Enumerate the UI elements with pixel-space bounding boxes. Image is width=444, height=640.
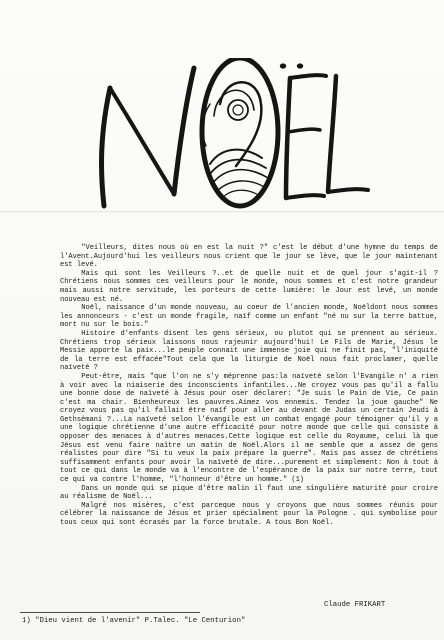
paragraph: Malgré nos misères, c'est parceque nous y croyons que nous sommes réunis pour célébrer la naissance de Jésus et prier spécialment pour la Pologne . qui symbolise pour tous ceux qui sont écrasés par la force brutale. A tous Bon Noël.	[60, 501, 438, 527]
footnote-separator	[20, 612, 200, 613]
footnote: 1) "Dieu vient de l'avenir" P.Talec. "Le Centurion"	[22, 617, 246, 625]
paragraph: Mais qui sont les Veilleurs ?..et de quelle nuit et de quel jour s'agit-il ? Chrétiens nous sommes ces veilleurs pour le monde, nous sommes et c'est notre grandeur mais aussi notre servitude, les porteurs de cette lumière: le Jour est levé, un monde nouveau est né.	[60, 269, 438, 304]
paragraph: Peut-être, mais "que l'on ne s'y méprenne pas:la naïveté selon l'Evangile n' a rien à voir avec la niaiserie des inconscients infantiles...Ne croyez vous pas qu'il a fallu une bonne dose de naïveté à Jésus pour oser déclarer: "Je suis le Pain de Vie, Ce pain c'est ma chair. Bienheureux les pauvres.Aimez vos ennemis. Tendez la joue gauche" Ne croyez vous pas qu'il fallait être naïf pour aller au devant de Judas un certain Jeudi à Gethsémani ?...La naïveté selon l'évangile est un combat engagé pour témoigner qu'il y a une logique chrétienne d'une autre efficacité pour notre monde que celle qui consiste à opposer des menaces à d'autres menaces.Cette logique est celle du Royaume, celui là que Jésus est venu faire naître un matin de Noël.Alors il me semble que a assez de gens réalistes pour dire "Si tu veux la paix prépare la guerre". Mais pas assez de chrétiens suffisamment enfants pour avoir la naïveté de dire...purement et simplement: Non à tout à tout ce qui dans le monde va à l'encontre de l'espérance de la paix sur notre terre, tout ce qui va contre l'homme, "l'honneur d'être un homme." (1)	[60, 372, 438, 485]
paragraph: "Veilleurs, dites nous où en est la nuit ?" c'est le début d'une hymne du temps de l'Avent.Aujourd'hui les veilleurs nous crient que le jour se lève, que le jour maintenant est levé.	[60, 244, 438, 270]
title-letter-e	[286, 75, 326, 198]
title-noel-artwork	[90, 58, 374, 218]
author-signature: Claude FRIKART	[324, 601, 386, 609]
title-letter-l	[328, 76, 368, 192]
title-letter-n	[102, 68, 194, 206]
title-diaeresis	[280, 63, 303, 68]
paragraph: Histoire d'enfants disent les gens sérieux, ou plutot qui se prennent au sérieux. Chrétiens trop sérieux laissons nous rajeunir aujourd'hui! Le Fils de Marie, Jésus le Messie apporte la paix...le peuple connait une immense joie qui ne finit pas, "l'iniquité de la terre est effacée"Tout cela que la liturgie de Noël nous fait proclamer, quelle naïveté ?	[60, 329, 438, 373]
article-body	[60, 244, 438, 528]
paragraph: Noël, naissance d'un monde nouveau, au coeur de l'ancien monde, Noëldont nous sommes les annonceurs - c'est un monde fragile, naïf comme un enfant "né nu sur la terre battue, mort nu sur le bois."	[60, 304, 438, 330]
title-letter-o-nativity	[202, 58, 278, 206]
paragraph: Dans un monde qui se pique d'être malin il faut une singulière maturité pour croire au réalisme de Noël...	[60, 484, 438, 502]
